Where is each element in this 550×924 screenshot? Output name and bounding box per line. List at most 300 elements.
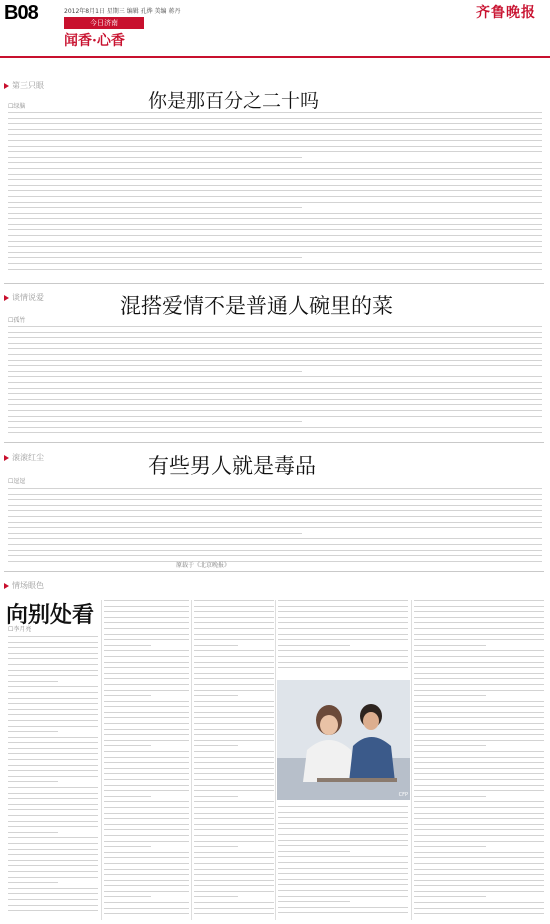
text-line — [194, 762, 274, 763]
text-line — [8, 510, 542, 511]
text-line — [8, 854, 98, 855]
text-line — [8, 849, 98, 850]
text-line — [104, 863, 189, 864]
text-line — [104, 617, 189, 618]
text-line — [8, 196, 542, 197]
text-line — [8, 421, 302, 422]
text-line — [104, 807, 189, 808]
text-line — [8, 499, 542, 500]
text-line — [414, 779, 544, 780]
text-line — [194, 650, 274, 651]
text-line — [104, 829, 189, 830]
text-line — [8, 257, 302, 258]
text-line — [414, 723, 544, 724]
text-line — [194, 611, 274, 612]
divider-2 — [4, 442, 544, 443]
text-line — [104, 628, 189, 629]
text-line — [8, 787, 98, 788]
text-line — [278, 617, 408, 618]
text-line — [414, 896, 486, 897]
text-line — [194, 807, 274, 808]
text-line — [278, 873, 408, 874]
text-line — [414, 863, 544, 864]
text-line — [104, 695, 151, 696]
column-tag-2: 谈情说爱 — [4, 292, 44, 303]
text-line — [414, 796, 486, 797]
text-line — [414, 678, 544, 679]
text-line — [414, 908, 544, 909]
text-line — [278, 890, 408, 891]
text-line — [414, 628, 544, 629]
text-line — [194, 913, 274, 914]
text-line — [278, 840, 408, 841]
text-line — [414, 639, 544, 640]
text-line — [8, 129, 542, 130]
text-line — [278, 600, 408, 601]
text-line — [278, 606, 408, 607]
text-line — [8, 798, 98, 799]
headline-2: 混搭爱情不是普通人碗里的菜 — [120, 294, 393, 318]
text-line — [278, 611, 408, 612]
text-line — [104, 785, 189, 786]
text-line — [414, 874, 544, 875]
text-line — [278, 634, 408, 635]
page-number: B08 — [4, 2, 38, 24]
text-line — [104, 673, 189, 674]
text-line — [104, 622, 189, 623]
text-line — [414, 740, 544, 741]
text-line — [278, 845, 408, 846]
text-line — [194, 790, 274, 791]
text-line — [8, 140, 542, 141]
text-line — [8, 821, 98, 822]
text-line — [414, 690, 544, 691]
text-line — [278, 656, 408, 657]
text-line — [414, 745, 486, 746]
text-line — [104, 712, 189, 713]
text-line — [8, 393, 542, 394]
text-line — [414, 634, 544, 635]
text-line — [104, 723, 189, 724]
text-line — [194, 684, 274, 685]
text-line — [8, 714, 98, 715]
text-line — [8, 555, 542, 556]
column-tag-1: 第三只眼 — [4, 80, 44, 91]
text-line — [194, 801, 274, 802]
text-line — [194, 712, 274, 713]
text-line — [414, 885, 544, 886]
text-line — [414, 706, 544, 707]
text-line — [8, 354, 542, 355]
text-line — [104, 835, 189, 836]
text-line — [8, 905, 98, 906]
text-line — [278, 856, 408, 857]
text-line — [8, 488, 542, 489]
text-line — [194, 745, 238, 746]
text-line — [104, 779, 189, 780]
text-line — [194, 829, 274, 830]
text-line — [8, 332, 542, 333]
text-line — [104, 734, 189, 735]
text-line — [414, 880, 544, 881]
text-line — [194, 673, 274, 674]
text-line — [104, 600, 189, 601]
text-line — [104, 650, 189, 651]
text-line — [414, 869, 544, 870]
text-line — [8, 642, 98, 643]
text-line — [194, 723, 274, 724]
divider-1 — [4, 283, 544, 284]
text-line — [194, 902, 274, 903]
text-line — [8, 118, 542, 119]
text-line — [8, 134, 542, 135]
text-line — [104, 818, 189, 819]
text-line — [278, 912, 408, 913]
text-line — [104, 667, 189, 668]
author-4: ☐李月亮 — [8, 626, 32, 633]
text-line — [194, 751, 274, 752]
text-line — [414, 729, 544, 730]
text-line — [278, 662, 408, 663]
text-line — [8, 753, 98, 754]
text-line — [8, 793, 98, 794]
text-line — [194, 813, 274, 814]
text-line — [194, 667, 274, 668]
divider-3 — [4, 571, 544, 572]
article-4-col-3 — [194, 600, 274, 920]
text-line — [194, 690, 274, 691]
text-line — [8, 670, 98, 671]
text-line — [8, 653, 98, 654]
text-line — [104, 880, 189, 881]
text-line — [8, 235, 542, 236]
text-line — [104, 841, 189, 842]
text-line — [414, 757, 544, 758]
text-line — [8, 168, 542, 169]
text-line — [104, 706, 189, 707]
text-line — [414, 857, 544, 858]
text-line — [8, 213, 542, 214]
text-line — [104, 656, 189, 657]
text-line — [8, 865, 98, 866]
text-line — [8, 522, 542, 523]
text-line — [278, 896, 408, 897]
headline-3: 有些男人就是毒品 — [148, 454, 316, 478]
text-line — [194, 779, 274, 780]
text-line — [278, 823, 408, 824]
text-line — [414, 818, 544, 819]
text-line — [278, 622, 408, 623]
text-line — [414, 645, 486, 646]
date-line: 2012年8月1日 星期三 编辑 孔烨 美编 蒋丹 — [64, 8, 181, 15]
text-line — [104, 857, 189, 858]
text-line — [414, 841, 544, 842]
text-line — [194, 628, 274, 629]
text-line — [194, 622, 274, 623]
text-line — [194, 701, 274, 702]
article-1-body — [8, 112, 542, 278]
text-line — [104, 678, 189, 679]
text-line — [414, 662, 544, 663]
text-line — [104, 751, 189, 752]
text-line — [414, 617, 544, 618]
text-line — [8, 538, 542, 539]
text-line — [8, 527, 542, 528]
text-line — [8, 399, 542, 400]
column-rule — [191, 600, 192, 920]
text-line — [8, 636, 98, 637]
text-line — [104, 813, 189, 814]
text-line — [8, 365, 542, 366]
text-line — [8, 770, 98, 771]
text-line — [414, 829, 544, 830]
text-line — [278, 817, 408, 818]
text-line — [8, 759, 98, 760]
text-line — [194, 706, 274, 707]
text-line — [8, 494, 542, 495]
column-rule — [275, 600, 276, 920]
text-line — [104, 634, 189, 635]
text-line — [8, 681, 58, 682]
column-tag-4: 情场眼色 — [4, 580, 44, 591]
text-line — [8, 151, 542, 152]
text-line — [104, 611, 189, 612]
text-line — [104, 606, 189, 607]
text-line — [8, 809, 98, 810]
text-line — [8, 207, 302, 208]
text-line — [104, 913, 189, 914]
text-line — [8, 703, 98, 704]
text-line — [8, 371, 302, 372]
text-line — [194, 869, 274, 870]
text-line — [414, 762, 544, 763]
text-line — [194, 863, 274, 864]
text-line — [414, 801, 544, 802]
text-line — [8, 776, 98, 777]
text-line — [278, 628, 408, 629]
text-line — [104, 852, 189, 853]
text-line — [194, 852, 274, 853]
text-line — [8, 185, 542, 186]
text-line — [104, 701, 189, 702]
text-line — [414, 684, 544, 685]
headline-1: 你是那百分之二十吗 — [148, 90, 320, 112]
text-line — [8, 910, 98, 911]
text-line — [104, 717, 189, 718]
text-line — [8, 263, 542, 264]
text-line — [194, 729, 274, 730]
triangle-marker-icon — [4, 295, 9, 301]
text-line — [414, 913, 544, 914]
text-line — [8, 748, 98, 749]
text-line — [8, 871, 98, 872]
text-line — [194, 891, 274, 892]
text-line — [8, 544, 542, 545]
text-line — [8, 550, 542, 551]
text-line — [104, 745, 151, 746]
text-line — [8, 698, 98, 699]
section-title: 闻香·心香 — [64, 33, 125, 49]
triangle-marker-icon — [4, 583, 9, 589]
text-line — [194, 835, 274, 836]
edition-label: 今日济南 — [90, 19, 118, 27]
text-line — [278, 812, 408, 813]
text-line — [8, 709, 98, 710]
text-line — [8, 202, 542, 203]
text-line — [194, 695, 238, 696]
text-line — [194, 617, 274, 618]
text-line — [104, 790, 189, 791]
text-line — [104, 908, 189, 909]
text-line — [194, 645, 238, 646]
masthead-rule — [0, 56, 550, 58]
text-line — [104, 773, 189, 774]
headline-4: 向别处看 — [6, 602, 95, 628]
text-line — [8, 561, 542, 562]
text-line — [194, 824, 274, 825]
text-line — [194, 634, 274, 635]
text-line — [414, 785, 544, 786]
text-line — [8, 404, 542, 405]
author-2: ☐孤竹 — [8, 317, 26, 324]
text-line — [278, 868, 408, 869]
text-line — [8, 516, 542, 517]
text-line — [278, 650, 408, 651]
text-line — [8, 179, 542, 180]
article-4-col-5 — [278, 806, 408, 920]
text-line — [414, 790, 544, 791]
article-3-body — [8, 488, 542, 568]
text-line — [414, 846, 486, 847]
column-rule — [101, 600, 102, 920]
text-line — [414, 611, 544, 612]
author-3: ☐逗逗 — [8, 478, 26, 485]
text-line — [104, 796, 151, 797]
text-line — [8, 742, 98, 743]
text-line — [194, 908, 274, 909]
text-line — [414, 807, 544, 808]
text-line — [8, 882, 58, 883]
text-line — [8, 843, 98, 844]
text-line — [8, 410, 542, 411]
text-line — [194, 768, 274, 769]
text-line — [414, 606, 544, 607]
text-line — [194, 880, 274, 881]
text-line — [104, 902, 189, 903]
triangle-marker-icon — [4, 455, 9, 461]
text-line — [414, 734, 544, 735]
text-line — [8, 174, 542, 175]
text-line — [278, 645, 350, 646]
text-line — [194, 857, 274, 858]
text-line — [414, 701, 544, 702]
text-line — [194, 717, 274, 718]
text-line — [414, 852, 544, 853]
text-line — [194, 740, 274, 741]
text-line — [104, 869, 189, 870]
text-line — [104, 662, 189, 663]
article-4-col-4 — [278, 600, 408, 676]
signoff: 原载于《北京晚报》 — [176, 562, 231, 569]
text-line — [414, 622, 544, 623]
text-line — [278, 667, 408, 668]
text-line — [8, 326, 542, 327]
text-line — [8, 664, 98, 665]
column-rule — [411, 600, 412, 920]
newspaper-logo: 齐鲁晚报 — [476, 5, 536, 21]
text-line — [8, 675, 98, 676]
text-line — [194, 757, 274, 758]
text-line — [8, 343, 542, 344]
text-line — [8, 269, 542, 270]
text-line — [8, 360, 542, 361]
text-line — [278, 639, 408, 640]
text-line — [278, 862, 408, 863]
text-line — [194, 885, 274, 886]
text-line — [278, 901, 350, 902]
article-2-body — [8, 326, 542, 438]
text-line — [278, 884, 408, 885]
text-line — [104, 690, 189, 691]
text-line — [414, 695, 486, 696]
text-line — [194, 600, 274, 601]
text-line — [194, 846, 238, 847]
text-line — [414, 891, 544, 892]
text-line — [414, 673, 544, 674]
text-line — [104, 896, 151, 897]
triangle-marker-icon — [4, 83, 9, 89]
text-line — [8, 123, 542, 124]
text-line — [8, 112, 542, 113]
text-line — [8, 815, 98, 816]
column-tag-3: 滚滚红尘 — [4, 452, 44, 463]
text-line — [8, 427, 542, 428]
photo-caption: CFP — [398, 792, 408, 798]
text-line — [194, 639, 274, 640]
text-line — [194, 678, 274, 679]
text-line — [8, 229, 542, 230]
text-line — [414, 902, 544, 903]
text-line — [194, 841, 274, 842]
text-line — [8, 899, 98, 900]
text-line — [414, 773, 544, 774]
text-line — [104, 757, 189, 758]
masthead — [0, 0, 550, 58]
text-line — [8, 726, 98, 727]
text-line — [104, 891, 189, 892]
text-line — [8, 804, 98, 805]
text-line — [8, 218, 542, 219]
text-line — [194, 874, 274, 875]
couple-photo — [277, 680, 410, 800]
text-line — [414, 751, 544, 752]
text-line — [104, 645, 151, 646]
text-line — [414, 600, 544, 601]
text-line — [8, 505, 542, 506]
text-line — [8, 382, 542, 383]
text-line — [194, 896, 238, 897]
text-line — [8, 146, 542, 147]
text-line — [8, 388, 542, 389]
text-line — [8, 737, 98, 738]
text-line — [8, 647, 98, 648]
text-line — [194, 796, 238, 797]
text-line — [8, 348, 542, 349]
text-line — [278, 834, 408, 835]
text-line — [104, 740, 189, 741]
text-line — [104, 824, 189, 825]
article-4-col-2 — [104, 600, 189, 920]
